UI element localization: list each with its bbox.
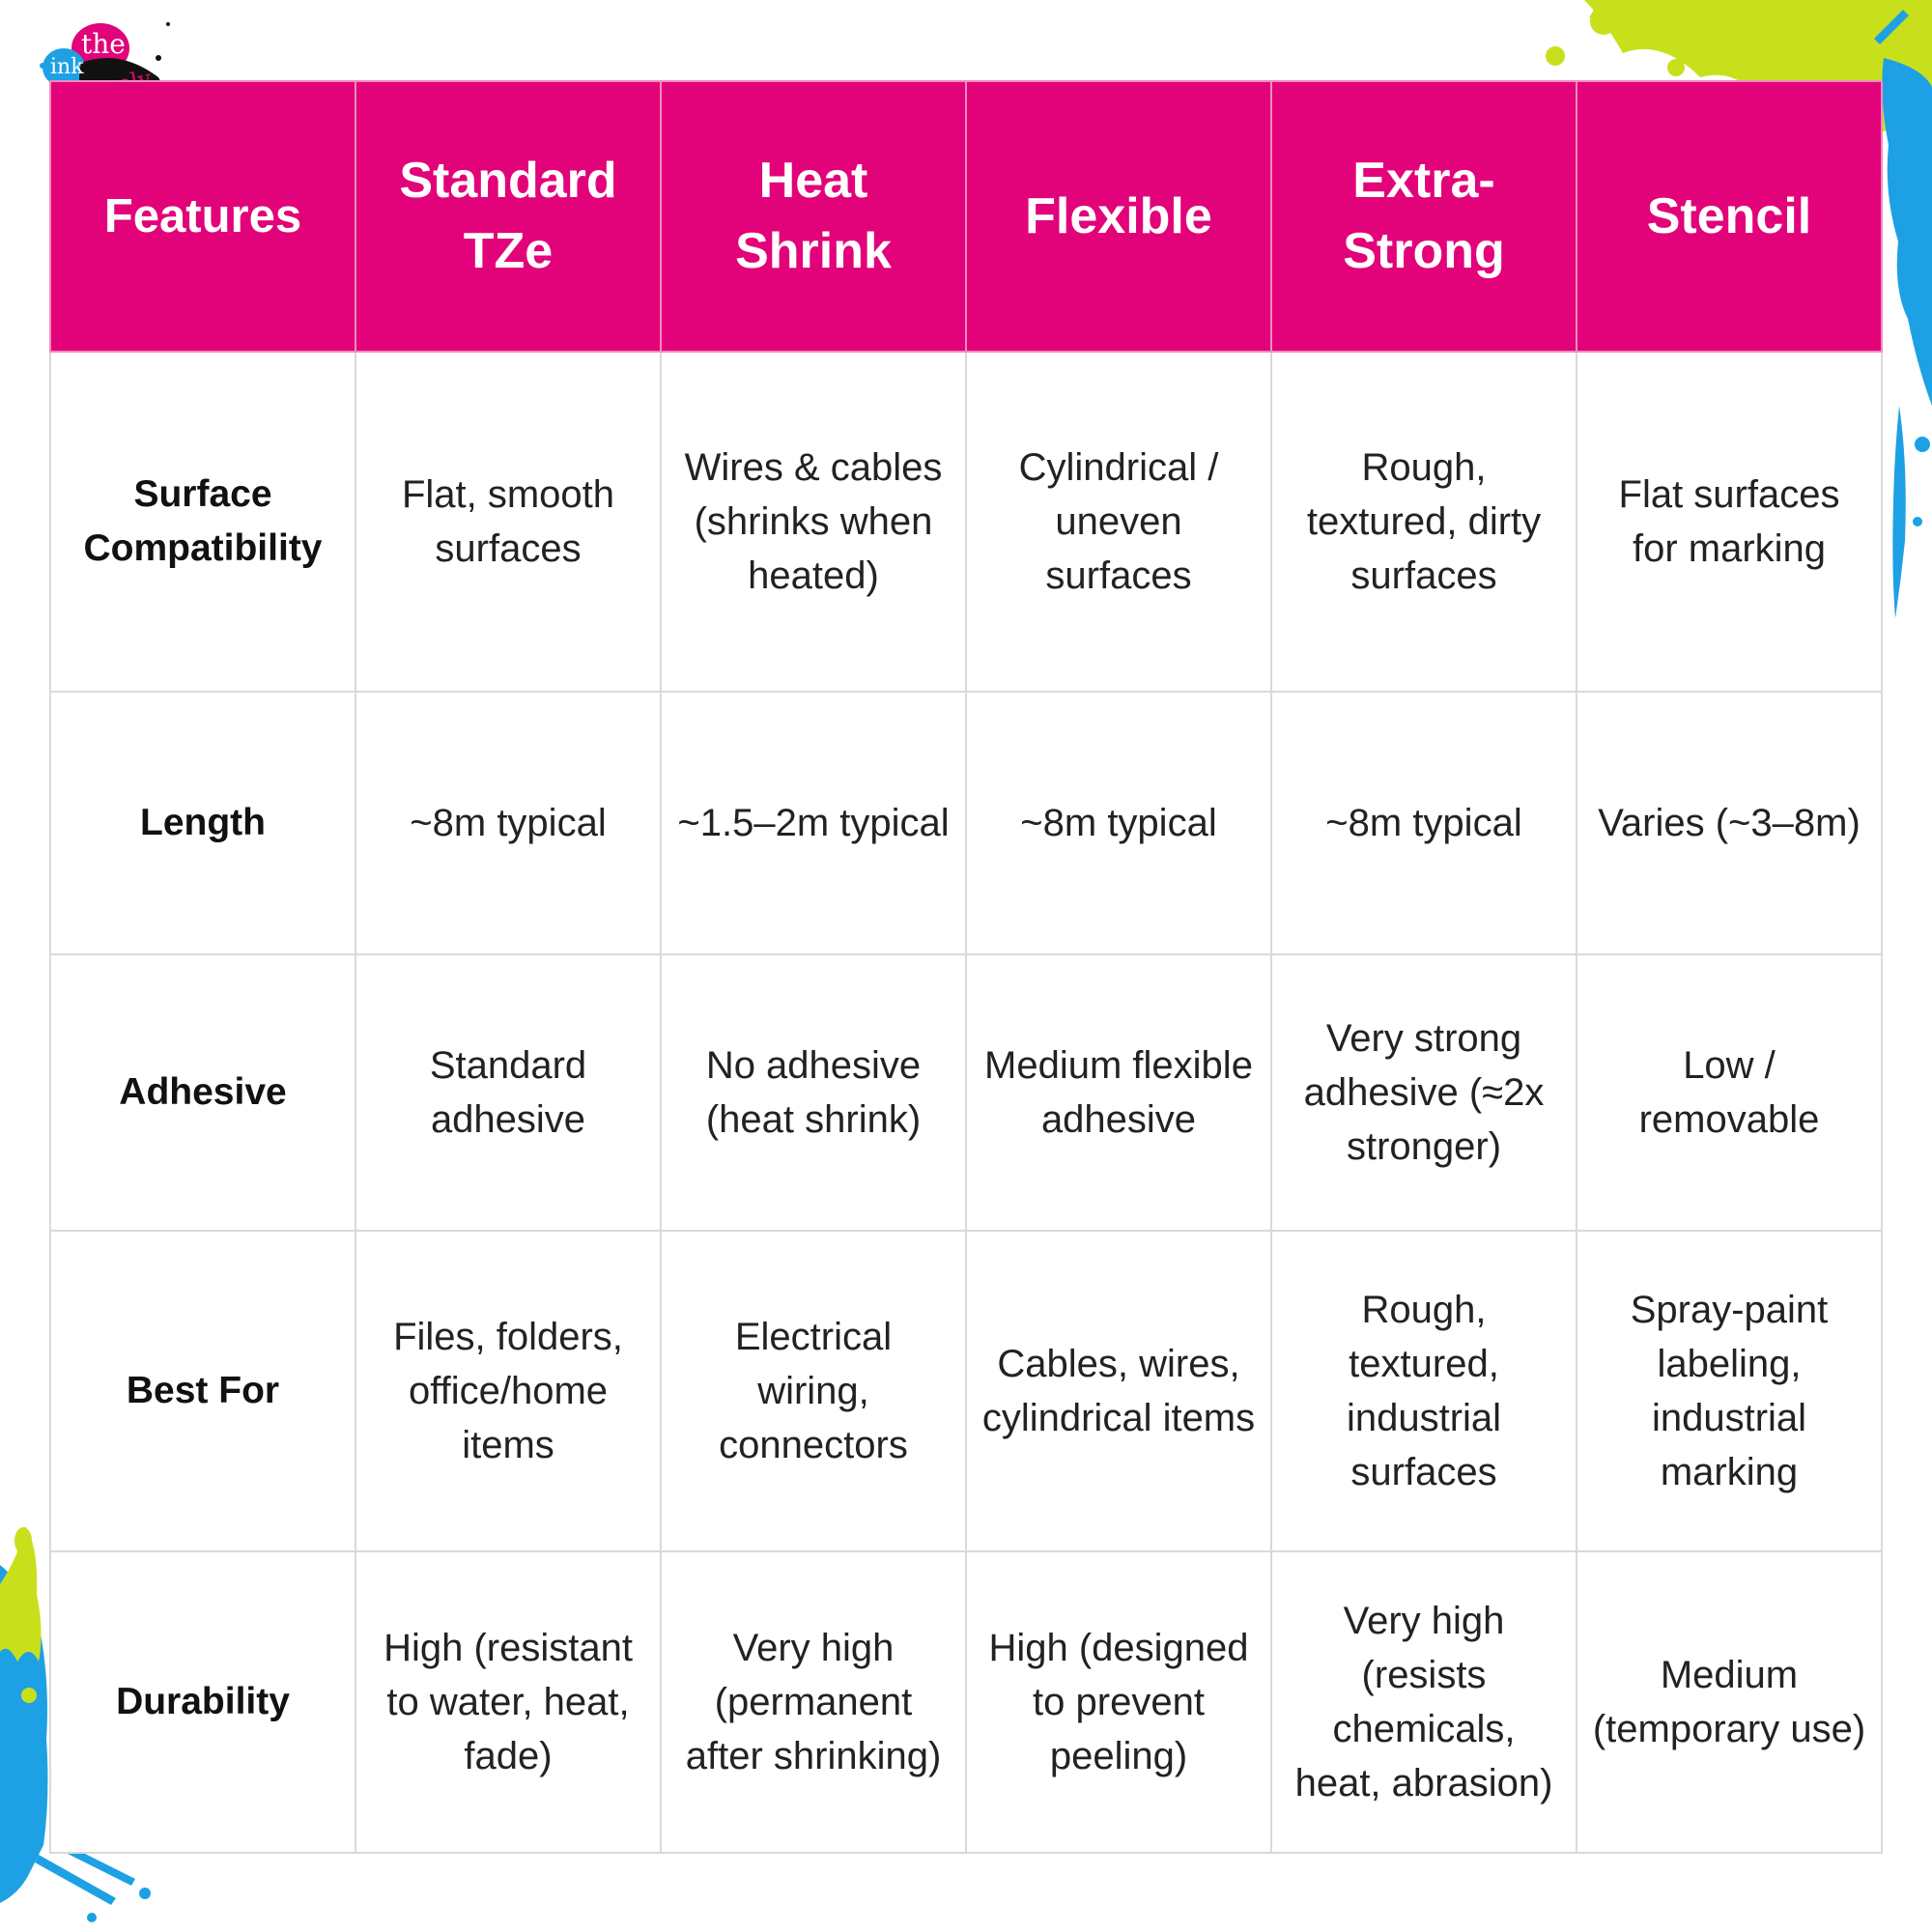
table-cell: Varies (~3–8m)	[1577, 692, 1882, 954]
table-cell: Rough, textured, industrial surfaces	[1271, 1231, 1577, 1551]
table-row-adhesive	[50, 954, 1882, 1231]
row-label: Best For	[50, 1231, 355, 1551]
table-cell: ~8m typical	[1271, 692, 1577, 954]
table-cell: High (resistant to water, heat, fade)	[355, 1551, 661, 1853]
table-row-best-for	[50, 1231, 1882, 1551]
table-body	[50, 352, 1882, 1853]
table-cell: Rough, textured, dirty surfaces	[1271, 352, 1577, 692]
table-cell: ~8m typical	[966, 692, 1271, 954]
logo-word-ink: ink	[50, 55, 84, 79]
table-cell: Cables, wires, cylindrical items	[966, 1231, 1271, 1551]
row-label: Length	[50, 692, 355, 954]
header-extra-strong: Extra-Strong	[1271, 81, 1577, 352]
table-cell: ~8m typical	[355, 692, 661, 954]
table-cell: Very strong adhesive (≈2x stronger)	[1271, 954, 1577, 1231]
header-flexible: Flexible	[966, 81, 1271, 352]
table-row-durability	[50, 1551, 1882, 1853]
table-cell: ~1.5–2m typical	[661, 692, 966, 954]
row-label: Adhesive	[50, 954, 355, 1231]
table-cell: Electrical wiring, connectors	[661, 1231, 966, 1551]
table-cell: Medium (temporary use)	[1577, 1551, 1882, 1853]
header-row	[50, 81, 1882, 352]
table-cell: Cylindrical / uneven surfaces	[966, 352, 1271, 692]
table-cell: Standard adhesive	[355, 954, 661, 1231]
table-row-surface-compatibility	[50, 352, 1882, 692]
table-cell: Spray-paint labeling, industrial marking	[1577, 1231, 1882, 1551]
table-cell: No adhesive (heat shrink)	[661, 954, 966, 1231]
row-label: Durability	[50, 1551, 355, 1853]
table-cell: Flat surfaces for marking	[1577, 352, 1882, 692]
header-stencil: Stencil	[1577, 81, 1882, 352]
table-cell: High (designed to prevent peeling)	[966, 1551, 1271, 1853]
table-row-length	[50, 692, 1882, 954]
header-standard-tze: Standard TZe	[355, 81, 661, 352]
table-cell: Wires & cables (shrinks when heated)	[661, 352, 966, 692]
table-cell: Very high (permanent after shrinking)	[661, 1551, 966, 1853]
header-features: Features	[50, 81, 355, 352]
blue-splash-right	[1874, 10, 1932, 618]
table-cell: Flat, smooth surfaces	[355, 352, 661, 692]
table-cell: Very high (resists chemicals, heat, abrasion)	[1271, 1551, 1577, 1853]
header-heat-shrink: Heat Shrink	[661, 81, 966, 352]
table-header	[50, 81, 1882, 352]
row-label: Surface Compatibility	[50, 352, 355, 692]
table-cell: Files, folders, office/home items	[355, 1231, 661, 1551]
logo-word-the: the	[81, 28, 126, 60]
table-cell: Low / removable	[1577, 954, 1882, 1231]
tape-comparison-table	[49, 80, 1883, 1854]
table-cell: Medium flexible adhesive	[966, 954, 1271, 1231]
